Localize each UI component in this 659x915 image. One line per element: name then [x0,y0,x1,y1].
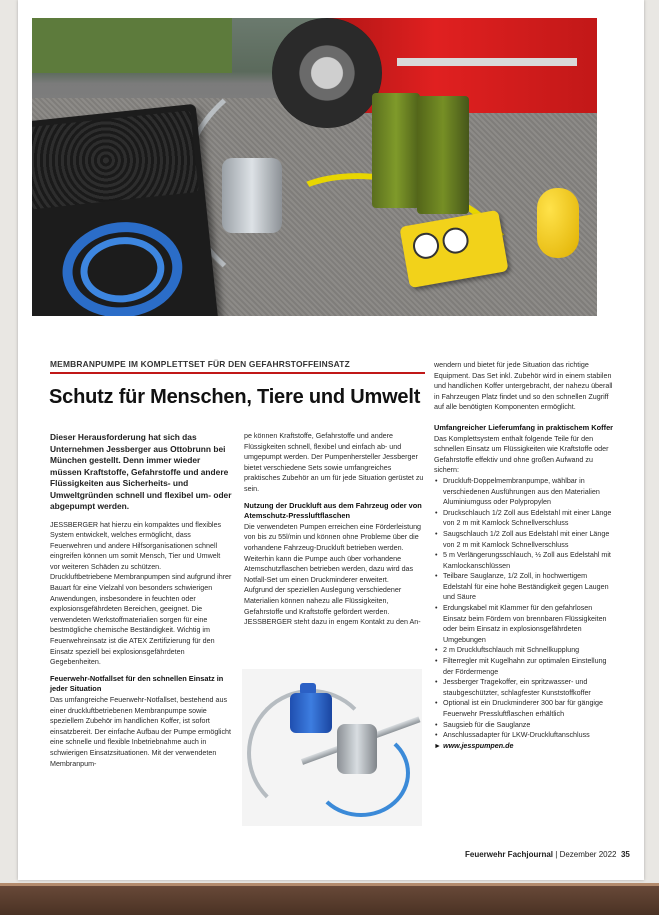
list-item: • Optional ist ein Druckminderer 300 bar für gängige Feuerwehr Pressluftflaschen erhältlich [434,698,614,719]
photo-case-lid [32,110,199,210]
paragraph: Aufgrund der speziellen Auslegung verschiedener Materialien können nahezu alle Flüssigkeiten, Gefahrstoffe und Kraftstoffe gefördert werden. JESSBERGER steht dazu in engem Kontakt zu den An- [244,586,421,627]
kicker-rule [50,372,425,374]
paragraph: wendern und bietet für jede Situation das richtige Equipment. Das Set inkl. Zubehör wird in einem stabilen und handlichen Koffer untergebracht, der nahezu überall in Fahrzeugen Platz findet und so den schnellen Zugriff auf alle benötigten Komponenten ermöglicht. [434,361,613,412]
delivery-list [434,476,614,741]
arrow-icon: ► [434,741,442,750]
photo-jerrycan [417,96,469,214]
paragraph: Druckluftbetriebene Membranpumpen sind aufgrund ihrer Bauart für eine Vielzahl von besonders schwierigen Anwendungen, insbesondere in feuchten oder explosionsgefährdeten Bereichen, geeignet. Die verwendeten Werkstoffmaterialien sorgen für eine bestmögliche chemische Beständigkeit. Wichtig im Feuerwehreinsatz ist die ATEX Zertifizierung für den Einsatz speziell bei explosionsgefährdeten Gegebenheiten. [50,573,232,667]
desk-background [0,883,659,915]
paragraph: pe können Kraftstoffe, Gefahrstoffe und andere Flüssigkeiten schnell, flexibel und einfach ab- und umgepumpt werden. Der Pumpenhersteller Jessberger bietet verschiedene Sets sowie umfangreiches praktisches Zubehör an um für jede Situation gerüstet zu sein. [244,432,424,493]
text-column-3 [434,360,614,751]
photo-jerrycan [372,93,420,208]
list-item: • Saugschlauch 1/2 Zoll aus Edelstahl mit einer Länge von 2 m mit Kamlock Schnellverschluss [434,529,614,550]
subheading: Umfangreicher Lieferumfang in praktischem Koffer [434,422,614,432]
article-title: Schutz für Menschen, Tiere und Umwelt [49,386,421,408]
paragraph: Die verwendeten Pumpen erreichen eine Förderleistung von bis zu 55l/min und können ohne Probleme über die vorhandene Fahrzeug-Druckluft betrieben werden. Weiterhin kann die Pumpe auch über vorhandene Atemschutzflaschen betrieben werden, dazu wird das Notfall-Set um einen Druckminderer erweitert. [244,522,422,584]
list-item: • Saugsieb für die Sauglanze [434,720,614,731]
website-link-row [434,741,614,752]
gauge-icon [411,231,441,261]
list-item: • Druckluft-Doppelmembranpumpe, wählbar in verschiedenen Ausführungen aus den Materialien Aluminiumguss oder Polypropylen [434,476,614,508]
list-item: • Teilbare Sauglanze, 1/2 Zoll, in hochwertigem Edelstahl für eine hohe Beständigkeit gegen Laugen und Säure [434,571,614,603]
hero-photo [32,18,597,316]
photo-air-bottle [537,188,579,258]
list-item: • 2 m Druckluftschlauch mit Schnellkupplung [434,645,614,656]
page-number: 35 [620,850,630,859]
gauge-icon [441,226,471,256]
text-column-2 [244,431,424,628]
photo-air-hose [312,729,410,817]
magazine-name: Feuerwehr Fachjournal [465,850,554,859]
photo-carry-case [32,104,220,316]
subheading: Nutzung der Druckluft aus dem Fahrzeug oder von Atemschutz-Pressluftflaschen [244,500,422,521]
photo-blue-canister [290,693,332,733]
website-link[interactable]: www.jesspumpen.de [443,741,514,750]
list-item: • Filterregler mit Kugelhahn zur optimalen Einstellung der Fördermenge [434,656,614,677]
text-column-1 [50,432,232,769]
product-photo [242,669,422,826]
list-item: • Jessberger Tragekoffer, ein spritzwasser- und staubgeschützter, schlagfester Kunststoffkoffer [434,677,614,698]
article-lead: Dieser Herausforderung hat sich das Unternehmen Jessberger aus Ottobrunn bei München gestellt. Denn immer wieder müssen Kraftstoffe, Gefahrstoffe und andere Flüssigkeiten aus Sicherheits- und Umweltgründen schnell und flexibel um- oder abgepumpt werden. [50,432,232,511]
article-kicker: MEMBRANPUMPE IM KOMPLETTSET FÜR DEN GEFAHRSTOFFEINSATZ [50,359,350,369]
subheading: Feuerwehr-Notfallset für den schnellen Einsatz in jeder Situation [50,673,224,694]
list-item: • Druckschlauch 1/2 Zoll aus Edelstahl mit einer Länge von 2 m mit Kamlock Schnellverschluss [434,508,614,529]
page-footer [465,850,630,859]
paragraph: JESSBERGER hat hierzu ein kompaktes und flexibles System entwickelt, welches ermöglicht, dass Feuerwehren und andere Hilfsorganisationen schnell eingreifen können um somit Mensch, Tier und Umwelt vor weiteren Schäden zu schützen. [50,520,222,571]
list-item: • 5 m Verlängerungsschlauch, ½ Zoll aus Edelstahl mit Kamlockanschlüssen [434,550,614,571]
paragraph: Das umfangreiche Feuerwehr-Notfallset, bestehend aus einer druckluftbetriebenen Membranpumpe sowie speziellem Zubehör im handlichen Koffer, ist sofort einsatzbereit. Der einfache Aufbau der Pumpe ermöglicht eine schnelle und flexible Inbetriebnahme auch in schwierigen Einsatzsituationen. Mit der verwendeten Membranpum- [50,696,231,768]
issue-date: Dezember 2022 [559,850,617,859]
list-item: • Erdungskabel mit Klammer für den gefahrlosen Einsatz beim Fördern von brennbaren Flüssigkeiten oder beim Einsatz in explosionsgefährdeten Umgebungen [434,603,614,645]
list-item: • Anschlussadapter für LKW-Druckluftanschluss [434,730,614,741]
footer-separator: | [553,850,560,859]
paragraph: Das Komplettsystem enthalt folgende Teile für den schnellen Einsatz um Flüssigkeiten wie Kraftstoffe oder Gefahrstoffe effektiv und ohne großen Aufwand zu sichern: [434,434,609,475]
photo-grass [32,18,232,73]
